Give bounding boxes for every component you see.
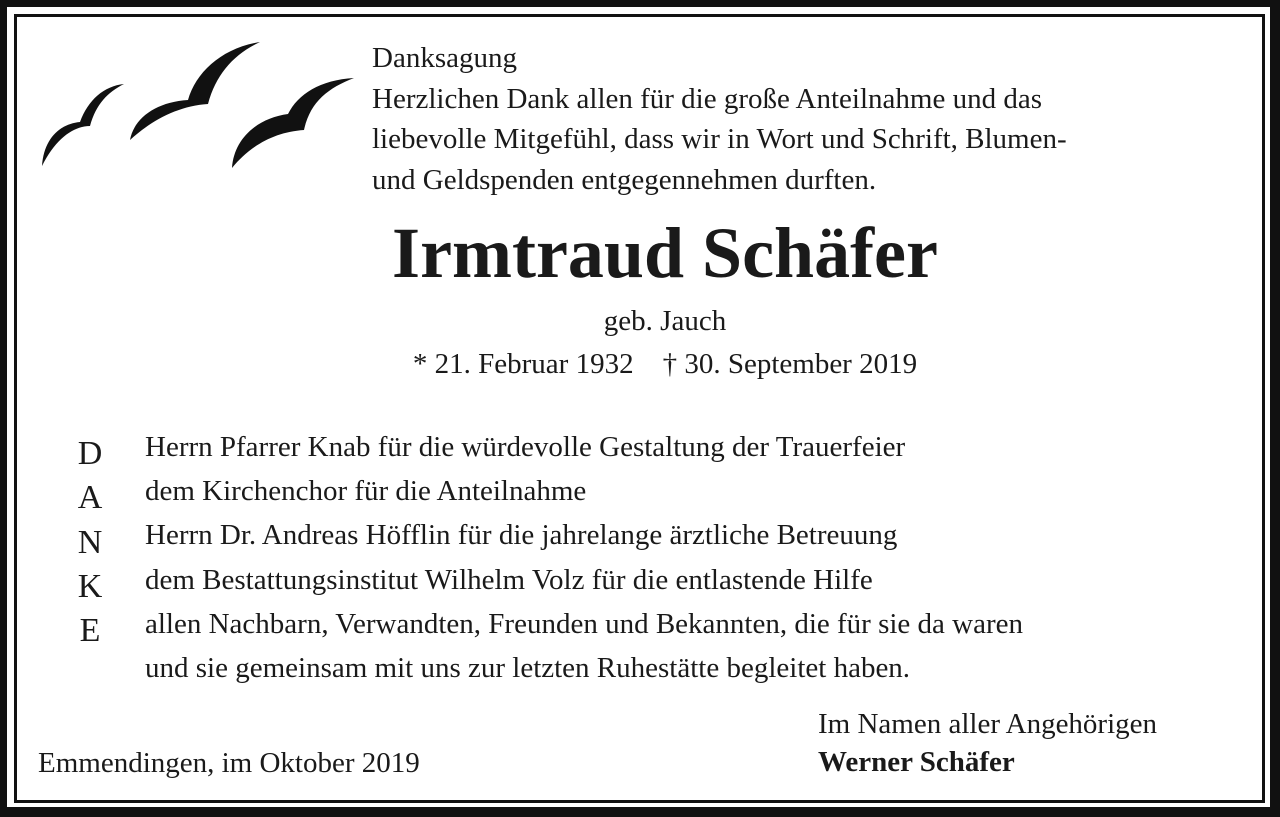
thanks-line: dem Bestattungsinstitut Wilhelm Volz für die entlastende Hilfe (145, 563, 873, 596)
thanks-list (145, 425, 1023, 690)
flying-birds-icon (38, 38, 358, 173)
bird-icon (232, 78, 354, 168)
thanks-line: und sie gemeinsam mit uns zur letzten Ruhestätte begleitet haben. (145, 651, 911, 684)
deceased-name: Irmtraud Schäfer (392, 213, 938, 293)
bird-icon (130, 42, 260, 140)
thanks-line: Herrn Pfarrer Knab für die würdevolle Gestaltung der Trauerfeier (145, 431, 906, 463)
intro-line: und Geldspenden entgegennehmen durften. (372, 163, 877, 196)
danke-letter: K (77, 567, 103, 605)
life-dates: * 21. Februar 1932 † 30. September 2019 (412, 348, 918, 380)
intro-block (372, 38, 1067, 200)
danke-vertical (70, 432, 110, 653)
danke-letter: A (77, 479, 103, 517)
thanks-line: allen Nachbarn, Verwandten, Freunden und Bekannten, die für sie da waren (145, 607, 1024, 640)
intro-line: Herzlichen Dank allen für die große Anteilnahme und das (372, 82, 1042, 115)
intro-heading: Danksagung (372, 42, 517, 74)
intro-line: liebevolle Mitgefühl, dass wir in Wort und Schrift, Blumen- (372, 123, 1067, 155)
maiden-name: geb. Jauch (603, 305, 727, 337)
place-date: Emmendingen, im Oktober 2019 (38, 747, 420, 779)
danke-letter: E (79, 612, 101, 650)
danke-letter: D (77, 435, 103, 472)
signature-intro: Im Namen aller Angehörigen (818, 708, 1158, 740)
bird-icon (42, 84, 124, 166)
thanks-line: dem Kirchenchor für die Anteilnahme (145, 475, 587, 508)
signature-name: Werner Schäfer (818, 746, 1015, 778)
thanks-line: Herrn Dr. Andreas Höfflin für die jahrelange ärztliche Betreuung (145, 519, 898, 552)
danke-letter: N (77, 523, 103, 561)
